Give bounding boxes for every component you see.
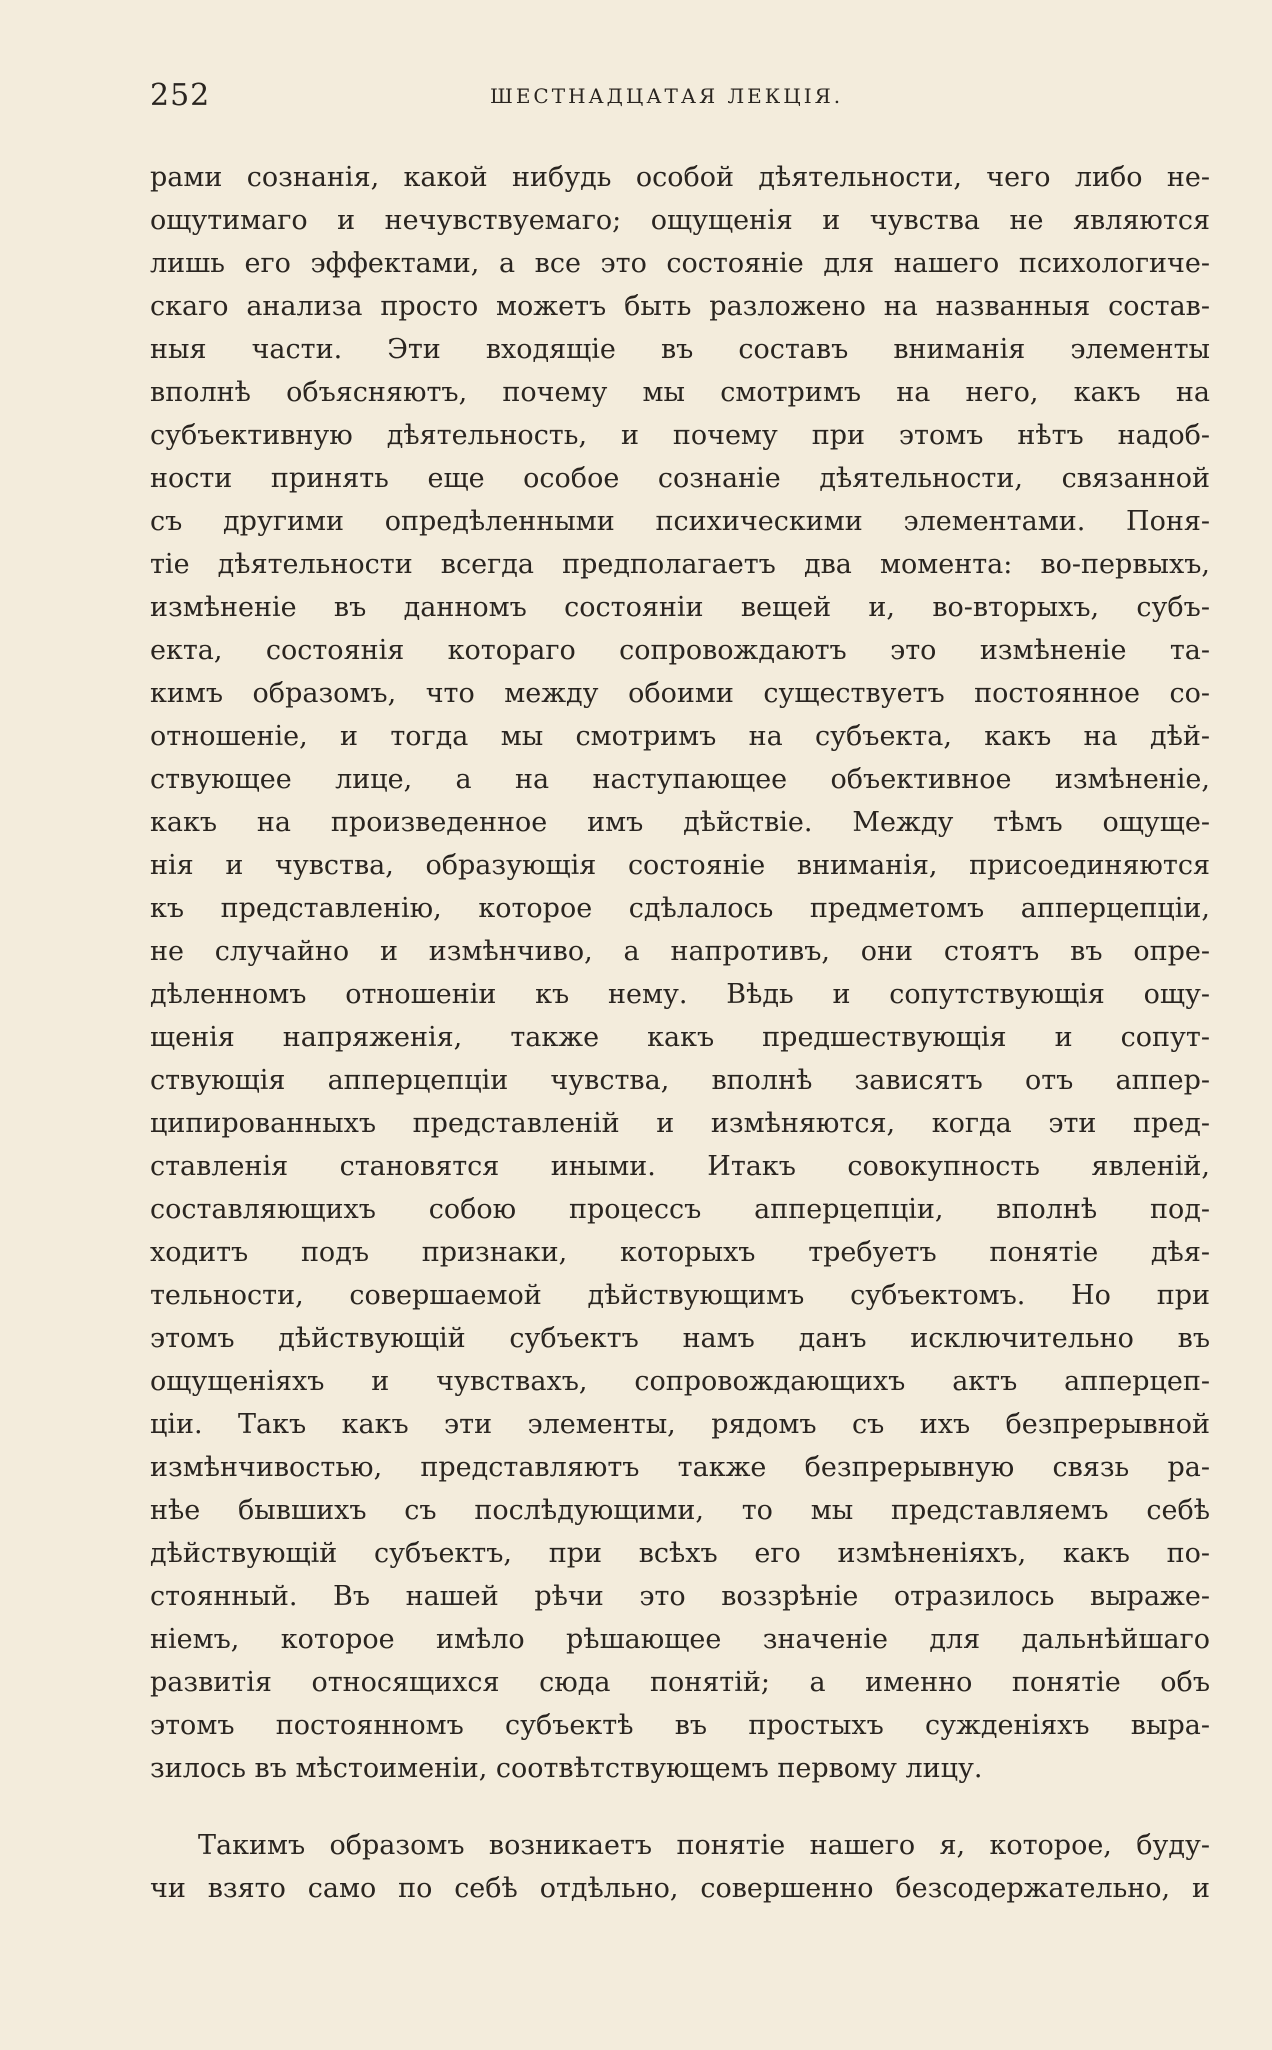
body-text <box>150 156 1210 1910</box>
text-line: зилось въ мѣстоименіи, соотвѣтствующемъ первому лицу. <box>150 1753 983 1784</box>
text-line: какъ на произведенное имъ дѣйствіе. Между тѣмъ ощуще- <box>150 807 1210 838</box>
text-line: щенія напряженія, также какъ предшествующія и сопут- <box>150 1022 1210 1053</box>
text-line: нѣе бывшихъ съ послѣдующими, то мы представляемъ себѣ <box>150 1495 1210 1526</box>
text-line: этомъ дѣйствующій субъектъ намъ данъ исключительно въ <box>150 1323 1210 1354</box>
text-line: дѣйствующій субъектъ, при всѣхъ его измѣненіяхъ, какъ по- <box>150 1538 1210 1569</box>
text-line: измѣненіе въ данномъ состояніи вещей и, во-вторыхъ, субъ- <box>150 592 1210 623</box>
text-line: кимъ образомъ, что между обоими существуетъ постоянное со- <box>150 678 1210 709</box>
text-line: составляющихъ собою процессъ апперцепціи, вполнѣ под- <box>150 1194 1210 1225</box>
text-line: отношеніе, и тогда мы смотримъ на субъекта, какъ на дѣй- <box>150 721 1210 752</box>
text-line: не случайно и измѣнчиво, а напротивъ, они стоятъ въ опре- <box>150 936 1210 967</box>
text-line: ходитъ подъ признаки, которыхъ требуетъ понятіе дѣя- <box>150 1237 1210 1268</box>
text-line: развитія относящихся сюда понятій; а именно понятіе объ <box>150 1667 1210 1698</box>
text-line: чи взято само по себѣ отдѣльно, совершенно безсодержательно, и <box>150 1873 1210 1904</box>
paragraph <box>150 156 1210 1790</box>
text-line: ощутимаго и нечувствуемаго; ощущенія и чувства не являются <box>150 205 1210 236</box>
text-line: екта, состоянія котораго сопровождаютъ это измѣненіе та- <box>150 635 1210 666</box>
text-line: ніемъ, которое имѣло рѣшающее значеніе для дальнѣйшаго <box>150 1624 1210 1655</box>
text-line: тельности, совершаемой дѣйствующимъ субъектомъ. Но при <box>150 1280 1210 1311</box>
text-line: рами сознанія, какой нибудь особой дѣятельности, чего либо не- <box>150 162 1210 193</box>
text-line: дѣленномъ отношеніи къ нему. Вѣдь и сопутствующія ощу- <box>150 979 1210 1010</box>
text-line: тіе дѣятельности всегда предполагаетъ два момента: во-первыхъ, <box>150 549 1210 580</box>
text-line: стоянный. Въ нашей рѣчи это воззрѣніе отразилось выраже- <box>150 1581 1210 1612</box>
running-head: ШЕСТНАДЦАТАЯ ЛЕКЦІЯ. <box>490 84 844 108</box>
paragraph-gap <box>150 1790 1210 1824</box>
text-line: ныя части. Эти входящіе въ составъ вниманія элементы <box>150 334 1210 365</box>
text-line: нія и чувства, образующія состояніе вниманія, присоединяются <box>150 850 1210 881</box>
text-line: ціи. Такъ какъ эти элементы, рядомъ съ ихъ безпрерывной <box>150 1409 1210 1440</box>
text-line: съ другими опредѣленными психическими элементами. Поня- <box>150 506 1210 537</box>
page-number: 252 <box>150 78 211 113</box>
text-line: лишь его эффектами, а все это состояніе для нашего психологиче- <box>150 248 1210 279</box>
text-line: Такимъ образомъ возникаетъ понятіе нашего я, которое, буду- <box>198 1830 1210 1861</box>
text-line: скаго анализа просто можетъ быть разложено на названныя состав- <box>150 291 1210 322</box>
text-line: ствующія апперцепціи чувства, вполнѣ зависятъ отъ аппер- <box>150 1065 1210 1096</box>
text-line: ствующее лице, а на наступающее объективное измѣненіе, <box>150 764 1210 795</box>
text-line: къ представленію, которое сдѣлалось предметомъ апперцепціи, <box>150 893 1210 924</box>
text-line: ципированныхъ представленій и измѣняются, когда эти пред- <box>150 1108 1210 1139</box>
text-line: этомъ постоянномъ субъектѣ въ простыхъ сужденіяхъ выра- <box>150 1710 1210 1741</box>
text-line: ощущеніяхъ и чувствахъ, сопровождающихъ актъ апперцеп- <box>150 1366 1210 1397</box>
page-header <box>150 78 1210 118</box>
text-line: субъективную дѣятельность, и почему при этомъ нѣтъ надоб- <box>150 420 1210 451</box>
text-line: ставленія становятся иными. Итакъ совокупность явленій, <box>150 1151 1210 1182</box>
paragraph <box>150 1824 1210 1910</box>
text-line: измѣнчивостью, представляютъ также безпрерывную связь ра- <box>150 1452 1210 1483</box>
text-line: ности принять еще особое сознаніе дѣятельности, связанной <box>150 463 1210 494</box>
text-line: вполнѣ объясняютъ, почему мы смотримъ на него, какъ на <box>150 377 1210 408</box>
